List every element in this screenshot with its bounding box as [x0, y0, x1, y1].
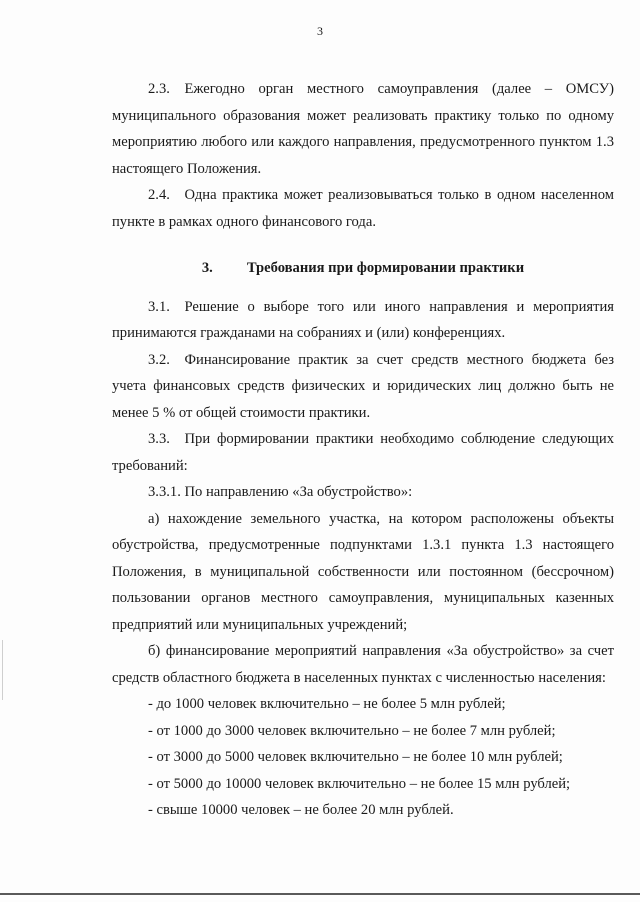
- section-heading: [112, 255, 614, 282]
- list-item: - до 1000 человек включительно – не более 5 млн рублей;: [148, 696, 506, 712]
- list-item: - свыше 10000 человек – не более 20 млн рублей.: [148, 802, 454, 818]
- paragraph-3-1: 3.1. Решение о выборе того или иного направления и мероприятия принимаются гражданами на собраниях и (или) конференциях.: [112, 298, 614, 341]
- section-title: Требования при формировании практики: [246, 260, 525, 276]
- scan-edge-mark: [2, 640, 3, 700]
- bottom-rule: [0, 893, 640, 895]
- paragraph-3-2: 3.2. Финансирование практик за счет средств местного бюджета без учета финансовых средств физических и юридических лиц должно быть не менее 5 % от общей стоимости практики.: [112, 351, 614, 421]
- paragraph-3-3-1: 3.3.1. По направлению «За обустройство»:: [148, 484, 413, 500]
- list-item: - от 3000 до 5000 человек включительно – не более 10 млн рублей;: [148, 749, 563, 765]
- list-item: - от 1000 до 3000 человек включительно – не более 7 млн рублей;: [148, 722, 556, 739]
- paragraph-item-b: б) финансирование мероприятий направления «За обустройство» за счет средств областного бюджета в населенных пунктах с численностью населения:: [112, 643, 614, 686]
- section-number: 3.: [201, 260, 213, 276]
- paragraph-2-3: 2.3. Ежегодно орган местного самоуправления (далее – ОМСУ) муниципального образования может реализовать практику только по одному мероприятию любого или каждого направления, предусмотренного пунктом 1.3 настоящего Положения.: [112, 81, 614, 177]
- document-body: [112, 76, 614, 824]
- paragraph-item-a: а) нахождение земельного участка, на котором расположены объекты обустройства, предусмотренные подпунктами 1.3.1 пункта 1.3 настоящего Положения, в муниципальной собственности или постоянном (бессрочном) пользовании органов местного самоуправления, муниципальных казенных предприятий или муниципальных учреждений;: [112, 510, 614, 633]
- paragraph-3-3: 3.3. При формировании практики необходимо соблюдение следующих требований:: [112, 431, 614, 474]
- paragraph-2-4: 2.4. Одна практика может реализовываться только в одном населенном пункте в рамках одного финансового года.: [112, 187, 614, 230]
- page-number: 3: [317, 24, 323, 38]
- list-item: - от 5000 до 10000 человек включительно – не более 15 млн рублей;: [148, 775, 571, 792]
